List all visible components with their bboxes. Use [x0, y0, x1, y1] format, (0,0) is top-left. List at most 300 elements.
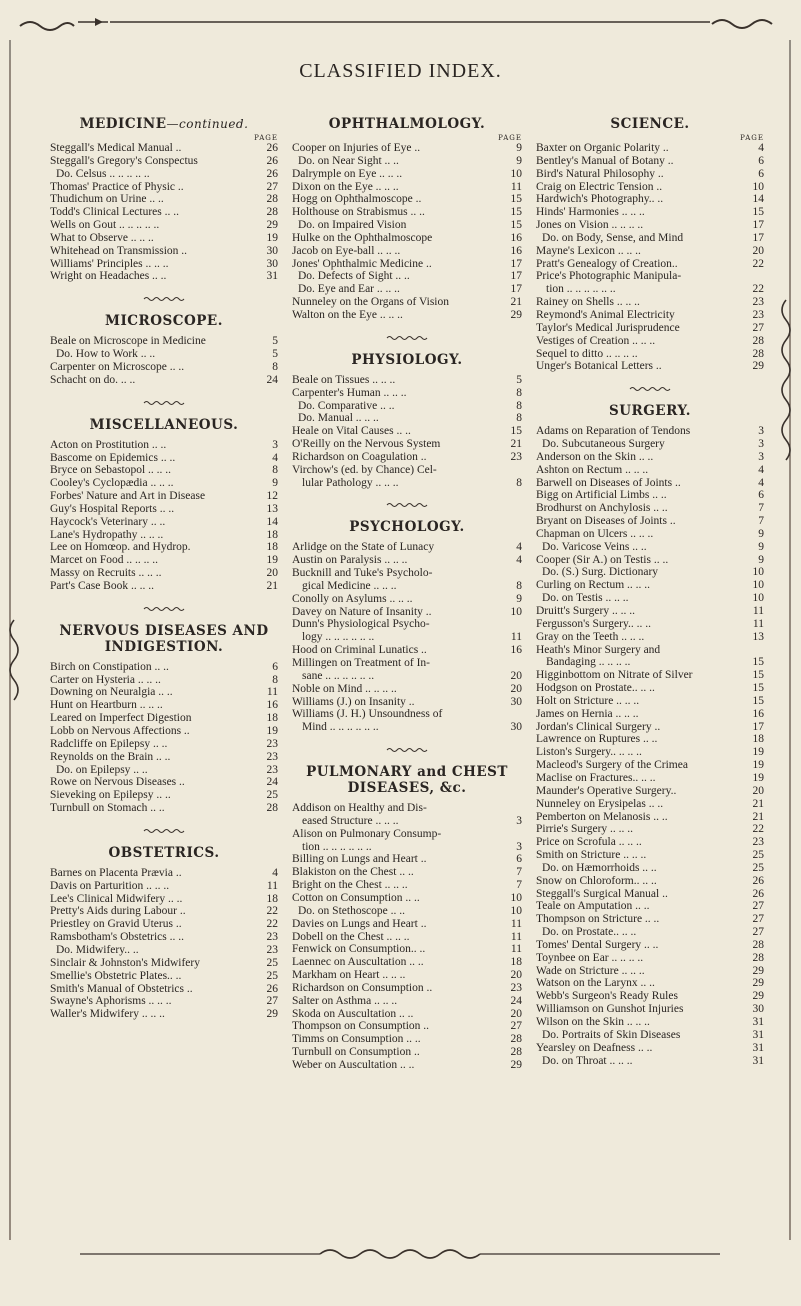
- index-entry: [50, 168, 278, 181]
- index-entry: [50, 764, 278, 777]
- index-entry: [536, 772, 764, 785]
- entry-title: Nunneley on Erysipelas .. ..: [536, 797, 664, 810]
- section-heading: [50, 313, 278, 329]
- entry-title: Do. (S.) Surg. Dictionary: [542, 566, 659, 579]
- entry-list: [50, 439, 278, 593]
- index-entry: [292, 644, 522, 657]
- entry-page-number: 9: [758, 527, 764, 540]
- section-divider: [292, 495, 522, 515]
- entry-list: [292, 802, 522, 1072]
- entry-title: Haycock's Veterinary .. ..: [50, 515, 166, 528]
- entry-page-number: 11: [266, 879, 278, 892]
- entry-page-number: 21: [510, 438, 522, 451]
- index-entry: [292, 670, 522, 683]
- entry-title: Pretty's Aids during Labour ..: [50, 905, 186, 918]
- index-entry: [536, 283, 764, 296]
- entry-page-number: 23: [266, 763, 278, 776]
- index-entry: [536, 631, 764, 644]
- entry-title: Timms on Consumption .. ..: [292, 1033, 421, 1046]
- entry-title: Beale on Microscope in Medicine: [50, 335, 206, 348]
- index-entry: [50, 452, 278, 465]
- entry-page-number: 11: [510, 180, 522, 193]
- entry-title: Beale on Tissues .. .. ..: [292, 373, 396, 386]
- index-entry: [292, 464, 522, 477]
- entry-list: [536, 142, 764, 373]
- entry-page-number: 17: [510, 257, 522, 270]
- index-entry: [50, 905, 278, 918]
- index-entry: [536, 335, 764, 348]
- entry-page-number: 26: [266, 154, 278, 167]
- entry-page-number: 14: [266, 515, 278, 528]
- entry-page-number: 7: [758, 515, 764, 528]
- entry-page-number: 25: [266, 956, 278, 969]
- entry-page-number: 31: [752, 1028, 764, 1041]
- index-entry: [50, 270, 278, 283]
- index-entry: [292, 296, 522, 309]
- index-entry: [536, 309, 764, 322]
- section-divider: [292, 740, 522, 760]
- index-entry: [292, 438, 522, 451]
- index-entry: [536, 888, 764, 901]
- index-column-2: [292, 112, 522, 1078]
- entry-title: Smith's Manual of Obstetrics ..: [50, 982, 193, 995]
- section-heading-text: MICROSCOPE.: [105, 313, 223, 330]
- index-entry: [536, 1055, 764, 1068]
- entry-page-number: 8: [272, 673, 278, 686]
- entry-page-number: 23: [752, 296, 764, 309]
- section-heading: [292, 519, 522, 535]
- entry-page-number: 11: [266, 686, 278, 699]
- index-entry: [536, 245, 764, 258]
- entry-title: Addison on Healthy and Dis-: [292, 802, 427, 815]
- entry-page-number: 28: [266, 206, 278, 219]
- entry-title: Watson on the Larynx .. ..: [536, 977, 655, 990]
- entry-title: Birch on Constipation .. ..: [50, 660, 169, 673]
- entry-title: Mind .. .. .. .. .. ..: [302, 721, 379, 734]
- index-entry: [536, 258, 764, 271]
- index-entry: [536, 360, 764, 373]
- entry-title: Dixon on the Eye .. .. ..: [292, 180, 399, 193]
- index-entry: [50, 503, 278, 516]
- index-entry: [536, 592, 764, 605]
- entry-title: Markham on Heart .. .. ..: [292, 969, 406, 982]
- entry-page-number: 29: [752, 977, 764, 990]
- index-section: [536, 379, 764, 1067]
- entry-title: Noble on Mind .. .. .. ..: [292, 682, 397, 695]
- entry-title: Heath's Minor Surgery and: [536, 643, 661, 656]
- entry-title: Carpenter on Microscope .. ..: [50, 360, 185, 373]
- index-entry: [50, 674, 278, 687]
- index-section: [50, 599, 278, 815]
- index-entry: [536, 168, 764, 181]
- index-section: [536, 116, 764, 373]
- index-entry: [536, 322, 764, 335]
- entry-title: Dunn's Physiological Psycho-: [292, 618, 430, 631]
- entry-page-number: 14: [752, 193, 764, 206]
- entry-title: Bigg on Artificial Limbs .. ..: [536, 489, 667, 502]
- index-entry: [536, 579, 764, 592]
- index-entry: [292, 853, 522, 866]
- entry-page-number: 24: [266, 373, 278, 386]
- entry-title: Heale on Vital Causes .. ..: [292, 425, 411, 438]
- index-entry: [50, 944, 278, 957]
- index-entry: [536, 155, 764, 168]
- index-entry: [292, 1033, 522, 1046]
- entry-title: Turnbull on Stomach .. ..: [50, 802, 165, 815]
- entry-page-number: 15: [752, 656, 764, 669]
- section-heading: [292, 764, 522, 796]
- section-heading: [292, 352, 522, 368]
- entry-page-number: 18: [266, 528, 278, 541]
- index-entry: [536, 515, 764, 528]
- entry-title: O'Reilly on the Nervous System: [292, 438, 441, 451]
- entry-page-number: 20: [752, 784, 764, 797]
- entry-page-number: 15: [510, 219, 522, 232]
- entry-title: Bandaging .. .. .. ..: [546, 656, 631, 669]
- bottom-ornament-rule: [70, 1240, 730, 1270]
- index-entry: [292, 181, 522, 194]
- index-entry: [536, 952, 764, 965]
- entry-page-number: 10: [752, 566, 764, 579]
- entry-list: [50, 142, 278, 283]
- index-entry: [292, 554, 522, 567]
- entry-page-number: 26: [266, 142, 278, 154]
- index-entry: [536, 939, 764, 952]
- index-entry: [536, 1003, 764, 1016]
- entry-title: Hogg on Ophthalmoscope ..: [292, 193, 422, 206]
- index-entry: [292, 567, 522, 580]
- section-heading-text: OBSTETRICS.: [108, 844, 220, 861]
- entry-title: Do. Portraits of Skin Diseases: [542, 1028, 681, 1041]
- entry-title: Dobell on the Chest .. .. ..: [292, 930, 410, 943]
- entry-page-number: 10: [752, 579, 764, 592]
- entry-page-number: 26: [266, 982, 278, 995]
- entry-page-number: 28: [752, 347, 764, 360]
- index-entry: [536, 733, 764, 746]
- index-entry: [536, 656, 764, 669]
- entry-page-number: 17: [752, 720, 764, 733]
- index-entry: [292, 374, 522, 387]
- index-entry: [292, 841, 522, 854]
- entry-title: Mayne's Lexicon .. .. ..: [536, 244, 641, 257]
- entry-title: eased Structure .. .. ..: [302, 814, 399, 827]
- entry-page-number: 27: [752, 321, 764, 334]
- index-entry: [536, 785, 764, 798]
- index-entry: [292, 618, 522, 631]
- entry-title: Todd's Clinical Lectures .. ..: [50, 206, 180, 219]
- entry-page-number: 15: [752, 682, 764, 695]
- entry-title: Wade on Stricture .. .. ..: [536, 964, 645, 977]
- entry-title: Millingen on Treatment of In-: [292, 657, 430, 669]
- entry-page-number: 20: [266, 567, 278, 580]
- index-entry: [536, 913, 764, 926]
- entry-page-number: 28: [752, 938, 764, 951]
- entry-page-number: 19: [266, 231, 278, 244]
- entry-title: Hardwich's Photography.. ..: [536, 193, 664, 206]
- entry-page-number: 17: [752, 231, 764, 244]
- entry-title: Cooper on Injuries of Eye ..: [292, 142, 421, 154]
- entry-page-number: 26: [752, 887, 764, 900]
- top-ornament-border: [0, 0, 801, 60]
- entry-page-number: 17: [510, 283, 522, 296]
- entry-title: Craig on Electric Tension ..: [536, 180, 663, 193]
- entry-page-number: 15: [752, 694, 764, 707]
- entry-title: Do. on Testis .. .. ..: [542, 592, 629, 605]
- index-entry: [292, 232, 522, 245]
- entry-list: [292, 374, 522, 490]
- entry-title: Schacht on do. .. ..: [50, 373, 136, 386]
- entry-page-number: 23: [510, 981, 522, 994]
- entry-page-number: 4: [272, 451, 278, 464]
- index-entry: [50, 957, 278, 970]
- section-divider: [50, 393, 278, 413]
- entry-title: Do. on Near Sight .. ..: [298, 154, 399, 167]
- entry-title: Do. Comparative .. ..: [298, 399, 395, 412]
- entry-title: Wilson on the Skin .. .. ..: [536, 1016, 650, 1028]
- entry-title: lular Pathology .. .. ..: [302, 476, 399, 489]
- index-entry: [536, 502, 764, 515]
- entry-page-number: 12: [266, 490, 278, 503]
- index-entry: [292, 721, 522, 734]
- index-entry: [292, 155, 522, 168]
- index-entry: [50, 802, 278, 815]
- entry-title: gical Medicine .. .. ..: [302, 579, 397, 592]
- page-column-label: PAGE: [254, 134, 278, 142]
- index-entry: [292, 956, 522, 969]
- index-entry: [292, 815, 522, 828]
- index-entry: [50, 361, 278, 374]
- entry-page-number: 4: [758, 142, 764, 154]
- index-entry: [50, 219, 278, 232]
- index-entry: [536, 862, 764, 875]
- entry-page-number: 3: [272, 438, 278, 451]
- entry-page-number: 30: [266, 244, 278, 257]
- entry-page-number: 8: [272, 464, 278, 477]
- entry-page-number: 19: [266, 725, 278, 737]
- entry-title: Pirrie's Surgery .. .. ..: [536, 823, 634, 836]
- entry-title: Alison on Pulmonary Consump-: [292, 827, 442, 840]
- index-entry: [50, 751, 278, 764]
- left-ornament-border: [0, 60, 28, 1240]
- index-entry: [536, 438, 764, 451]
- index-entry: [536, 348, 764, 361]
- index-entry: [50, 725, 278, 738]
- section-heading-text: PSYCHOLOGY.: [349, 519, 465, 536]
- index-entry: [292, 918, 522, 931]
- index-entry: [292, 593, 522, 606]
- entry-page-number: 21: [752, 797, 764, 810]
- entry-title: Do. on Throat .. .. ..: [542, 1054, 633, 1067]
- index-entry: [536, 900, 764, 913]
- index-entry: [536, 232, 764, 245]
- entry-title: Steggall's Gregory's Conspectus: [50, 154, 198, 167]
- entry-title: Williams (J.) on Insanity ..: [292, 695, 415, 708]
- entry-list: [292, 541, 522, 734]
- entry-title: Lee's Clinical Midwifery .. ..: [50, 892, 183, 905]
- entry-page-number: 22: [752, 283, 764, 296]
- entry-title: Smellie's Obstetric Plates.. ..: [50, 969, 182, 982]
- index-entry: [536, 566, 764, 579]
- entry-page-number: 27: [510, 1020, 522, 1033]
- entry-title: Jones on Vision .. .. .. ..: [536, 219, 644, 232]
- entry-page-number: 11: [752, 605, 764, 617]
- entry-title: Marcet on Food .. .. .. ..: [50, 554, 158, 567]
- entry-title: Bryce on Sebastopol .. .. ..: [50, 464, 172, 477]
- entry-title: Virchow's (ed. by Chance) Cel-: [292, 463, 437, 476]
- entry-page-number: 25: [752, 849, 764, 862]
- entry-title: Toynbee on Ear .. .. .. ..: [536, 951, 644, 964]
- index-entry: [536, 296, 764, 309]
- index-entry: [292, 168, 522, 181]
- entry-page-number: 23: [752, 308, 764, 321]
- entry-page-number: 8: [516, 386, 522, 399]
- index-entry: [50, 567, 278, 580]
- entry-page-number: 9: [516, 592, 522, 605]
- section-heading-text: PHYSIOLOGY.: [351, 351, 463, 368]
- entry-page-number: 17: [752, 219, 764, 232]
- entry-title: Cotton on Consumption .. ..: [292, 891, 420, 904]
- index-entry: [536, 669, 764, 682]
- entry-page-number: 3: [758, 438, 764, 451]
- index-entry: [50, 686, 278, 699]
- entry-page-number: 19: [266, 554, 278, 567]
- entry-page-number: 10: [510, 891, 522, 904]
- entry-page-number: 9: [516, 154, 522, 167]
- entry-page-number: 31: [752, 1054, 764, 1067]
- entry-title: Pratt's Genealogy of Creation..: [536, 257, 678, 270]
- entry-title: Reynolds on the Brain .. ..: [50, 750, 171, 763]
- entry-title: Arlidge on the State of Lunacy: [292, 541, 435, 554]
- entry-title: Thompson on Stricture .. ..: [536, 913, 660, 926]
- entry-title: Price's Photographic Manipula-: [536, 270, 682, 283]
- index-entry: [536, 142, 764, 155]
- entry-title: Hodgson on Prostate.. .. ..: [536, 682, 655, 695]
- index-entry: [292, 606, 522, 619]
- entry-title: Richardson on Coagulation ..: [292, 450, 427, 463]
- index-entry: [536, 425, 764, 438]
- entry-title: Hood on Criminal Lunatics ..: [292, 644, 427, 657]
- entry-title: Sieveking on Epilepsy .. ..: [50, 789, 171, 802]
- entry-title: Price on Scrofula .. .. ..: [536, 836, 642, 849]
- entry-page-number: 16: [266, 699, 278, 712]
- entry-title: Anderson on the Skin .. ..: [536, 450, 654, 463]
- entry-page-number: 11: [510, 930, 522, 943]
- index-entry: [536, 477, 764, 490]
- index-entry: [50, 464, 278, 477]
- index-entry: [536, 451, 764, 464]
- entry-title: What to Observe .. .. ..: [50, 231, 154, 244]
- index-entry: [536, 811, 764, 824]
- index-section: [292, 116, 522, 322]
- entry-title: Holt on Stricture .. .. ..: [536, 694, 640, 707]
- entry-title: Walton on the Eye .. .. ..: [292, 308, 403, 321]
- entry-page-number: 30: [510, 721, 522, 734]
- entry-title: Webb's Surgeon's Ready Rules: [536, 990, 678, 1003]
- entry-page-number: 18: [266, 892, 278, 905]
- entry-title: Curling on Rectum .. .. ..: [536, 579, 651, 592]
- entry-page-number: 15: [752, 669, 764, 682]
- entry-page-number: 7: [516, 879, 522, 892]
- entry-title: Whitehead on Transmission ..: [50, 244, 188, 257]
- entry-title: Leared on Imperfect Digestion: [50, 712, 192, 725]
- index-entry: [50, 918, 278, 931]
- section-heading: [50, 417, 278, 433]
- entry-page-number: 5: [272, 335, 278, 348]
- index-entry: [536, 965, 764, 978]
- entry-page-number: 28: [266, 802, 278, 815]
- index-entry: [292, 892, 522, 905]
- entry-title: Austin on Paralysis .. .. ..: [292, 554, 408, 567]
- entry-title: Billing on Lungs and Heart ..: [292, 853, 427, 866]
- entry-title: Do. on Impaired Vision: [298, 219, 407, 232]
- entry-title: Jordan's Clinical Surgery ..: [536, 720, 661, 733]
- entry-page-number: 25: [266, 789, 278, 802]
- entry-title: Sequel to ditto .. .. .. ..: [536, 347, 638, 360]
- index-entry: [292, 657, 522, 670]
- index-entry: [536, 849, 764, 862]
- entry-title: Acton on Prostitution .. ..: [50, 438, 167, 451]
- index-entry: [50, 516, 278, 529]
- entry-page-number: 31: [752, 1016, 764, 1028]
- index-entry: [536, 554, 764, 567]
- entry-title: Do. on Hæmorrhoids .. ..: [542, 861, 657, 874]
- index-section: [292, 495, 522, 734]
- index-entry: [292, 1046, 522, 1059]
- index-entry: [536, 541, 764, 554]
- entry-title: Reymond's Animal Electricity: [536, 308, 675, 321]
- entry-title: Bright on the Chest .. .. ..: [292, 879, 408, 892]
- index-entry: [536, 823, 764, 836]
- entry-page-number: 13: [266, 502, 278, 515]
- entry-title: Do. Celsus .. .. .. .. ..: [56, 167, 150, 180]
- index-entry: [50, 789, 278, 802]
- entry-title: Bucknill and Tuke's Psycholo-: [292, 567, 433, 580]
- entry-title: Hunt on Heartburn .. .. ..: [50, 699, 163, 712]
- index-entry: [292, 387, 522, 400]
- entry-title: Salter on Asthma .. .. ..: [292, 994, 398, 1007]
- entry-page-number: 13: [752, 630, 764, 643]
- section-heading: [536, 403, 764, 419]
- page-column-label: PAGE: [498, 134, 522, 142]
- index-entry: [536, 977, 764, 990]
- section-divider: [50, 289, 278, 309]
- entry-title: tion .. .. .. .. .. ..: [302, 840, 372, 853]
- entry-title: Brodhurst on Anchylosis .. ..: [536, 502, 668, 515]
- entry-page-number: 29: [266, 219, 278, 232]
- index-entry: [50, 893, 278, 906]
- section-heading-text: MEDICINE: [79, 116, 167, 132]
- index-entry: [292, 258, 522, 271]
- entry-title: Maclise on Fractures.. .. ..: [536, 771, 656, 784]
- entry-title: Do. on Epilepsy .. ..: [56, 763, 148, 776]
- entry-page-number: 31: [266, 270, 278, 283]
- entry-page-number: 5: [516, 373, 522, 386]
- entry-title: Waller's Midwifery .. .. ..: [50, 1008, 165, 1021]
- index-entry: [536, 798, 764, 811]
- entry-page-number: 10: [510, 167, 522, 180]
- entry-title: Do. Varicose Veins .. ..: [542, 540, 647, 553]
- section-heading-text: MISCELLANEOUS.: [89, 416, 239, 433]
- index-section: [50, 289, 278, 386]
- index-entry: [536, 193, 764, 206]
- index-entry: [292, 309, 522, 322]
- index-section: [50, 116, 278, 283]
- index-entry: [536, 181, 764, 194]
- entry-title: Do. on Stethoscope .. ..: [298, 904, 406, 917]
- entry-page-number: 8: [272, 360, 278, 373]
- index-entry: [292, 802, 522, 815]
- entry-page-number: 3: [758, 450, 764, 463]
